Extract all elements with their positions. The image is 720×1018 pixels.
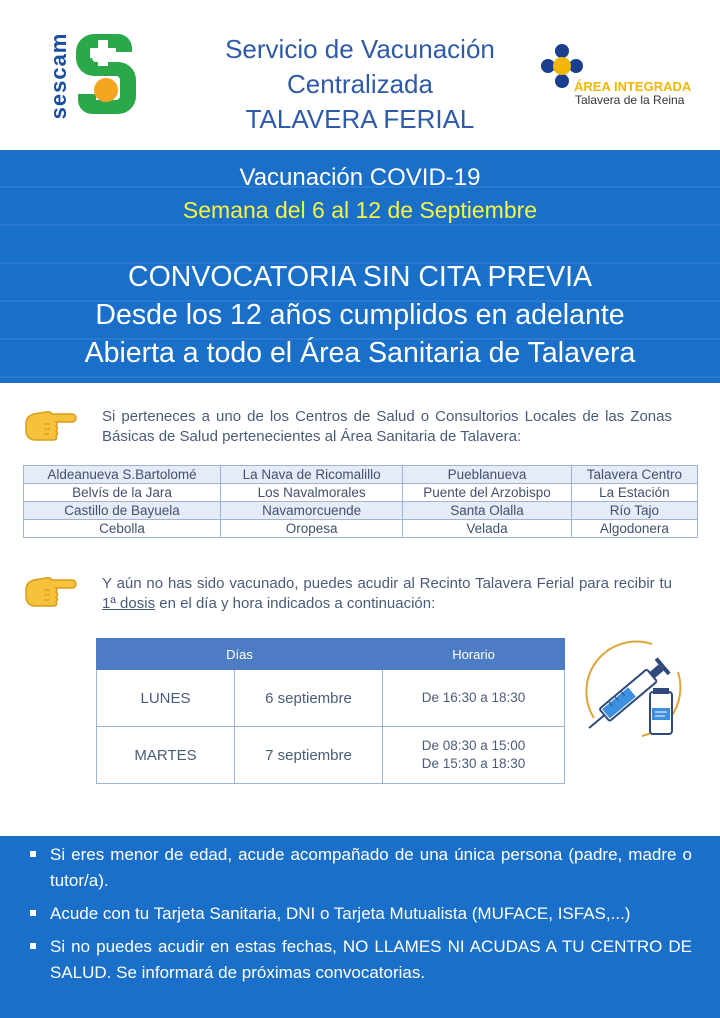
banner-subtitle: Vacunación COVID-19	[239, 164, 481, 191]
headline-line: CONVOCATORIA SIN CITA PREVIA	[127, 261, 592, 293]
table-cell: Puente del Arzobispo	[403, 484, 572, 502]
day-cell: LUNES	[97, 670, 235, 727]
headline-line: Desde los 12 años cumplidos en adelante	[95, 299, 625, 331]
first-dose-text: Y aún no has sido vacunado, puedes acudir al Recinto Talavera Ferial para recibir tu 1ª dosis en el día y hora indicados a continuación:	[102, 575, 672, 612]
table-cell: Los Navalmorales	[221, 484, 403, 502]
table-row	[24, 484, 698, 502]
footer-notes	[30, 842, 692, 993]
bullet-icon	[30, 943, 36, 949]
banner-headline	[0, 258, 720, 372]
pointing-hand-icon	[22, 572, 78, 616]
day-cell: MARTES	[97, 727, 235, 784]
table-cell: Talavera Centro	[571, 466, 697, 484]
table-row	[24, 466, 698, 484]
centros-table	[23, 465, 698, 538]
title-line: Servicio de Vacunación	[225, 34, 495, 64]
sescam-logo-text: sescam	[46, 32, 71, 119]
column-header: Días	[97, 639, 383, 670]
table-cell: Cebolla	[24, 520, 221, 538]
bullet-icon	[30, 910, 36, 916]
list-item: Acude con tu Tarjeta Sanitaria, DNI o Tarjeta Mutualista (MUFACE, ISFAS,...)	[30, 901, 692, 927]
column-header: Horario	[383, 639, 565, 670]
table-row	[97, 670, 565, 727]
table-cell: Castillo de Bayuela	[24, 502, 221, 520]
table-cell: Algodonera	[571, 520, 697, 538]
date-cell: 6 septiembre	[235, 670, 383, 727]
table-cell: La Nava de Ricomalillo	[221, 466, 403, 484]
table-cell: Pueblanueva	[403, 466, 572, 484]
table-cell: Oropesa	[221, 520, 403, 538]
table-row	[97, 727, 565, 784]
table-cell: Aldeanueva S.Bartolomé	[24, 466, 221, 484]
banner-week: Semana del 6 al 12 de Septiembre	[182, 197, 538, 223]
vaccine-syringe-icon	[582, 632, 688, 744]
headline-line: Abierta a todo el Área Sanitaria de Talavera	[84, 337, 636, 369]
table-cell: Río Tajo	[571, 502, 697, 520]
title-line: Centralizada	[287, 69, 433, 99]
list-item: Si eres menor de edad, acude acompañado de una única persona (padre, madre o tutor/a).	[30, 842, 692, 894]
table-header-row	[97, 639, 565, 670]
table-cell: La Estación	[571, 484, 697, 502]
table-cell: Santa Olalla	[403, 502, 572, 520]
schedule-table	[96, 638, 565, 784]
list-item: Si no puedes acudir en estas fechas, NO LLAMES NI ACUDAS A TU CENTRO DE SALUD. Se informará de próximas convocatorias.	[30, 934, 692, 986]
table-cell: Velada	[403, 520, 572, 538]
sescam-logo-icon	[72, 30, 136, 116]
pointing-hand-icon	[22, 406, 78, 450]
area-logo-name: ÁREA INTEGRADA	[574, 79, 692, 94]
date-cell: 7 septiembre	[235, 727, 383, 784]
table-row	[24, 502, 698, 520]
area-logo-subtitle: Talavera de la Reina	[575, 93, 685, 107]
table-cell: Navamorcuende	[221, 502, 403, 520]
table-row	[24, 520, 698, 538]
centros-intro-text: Si perteneces a uno de los Centros de Salud o Consultorios Locales de las Zonas Básicas de Salud pertenecientes al Área Sanitaria de Talavera:	[102, 408, 672, 445]
title-line: TALAVERA FERIAL	[245, 104, 475, 134]
table-cell: Belvís de la Jara	[24, 484, 221, 502]
header	[0, 0, 720, 150]
dose-label: 1ª dosis	[102, 595, 156, 612]
bullet-icon	[30, 851, 36, 857]
hours-cell: De 16:30 a 18:30	[383, 670, 565, 727]
hours-cell: De 08:30 a 15:00 De 15:30 a 18:30	[383, 727, 565, 784]
page-title	[170, 32, 550, 137]
